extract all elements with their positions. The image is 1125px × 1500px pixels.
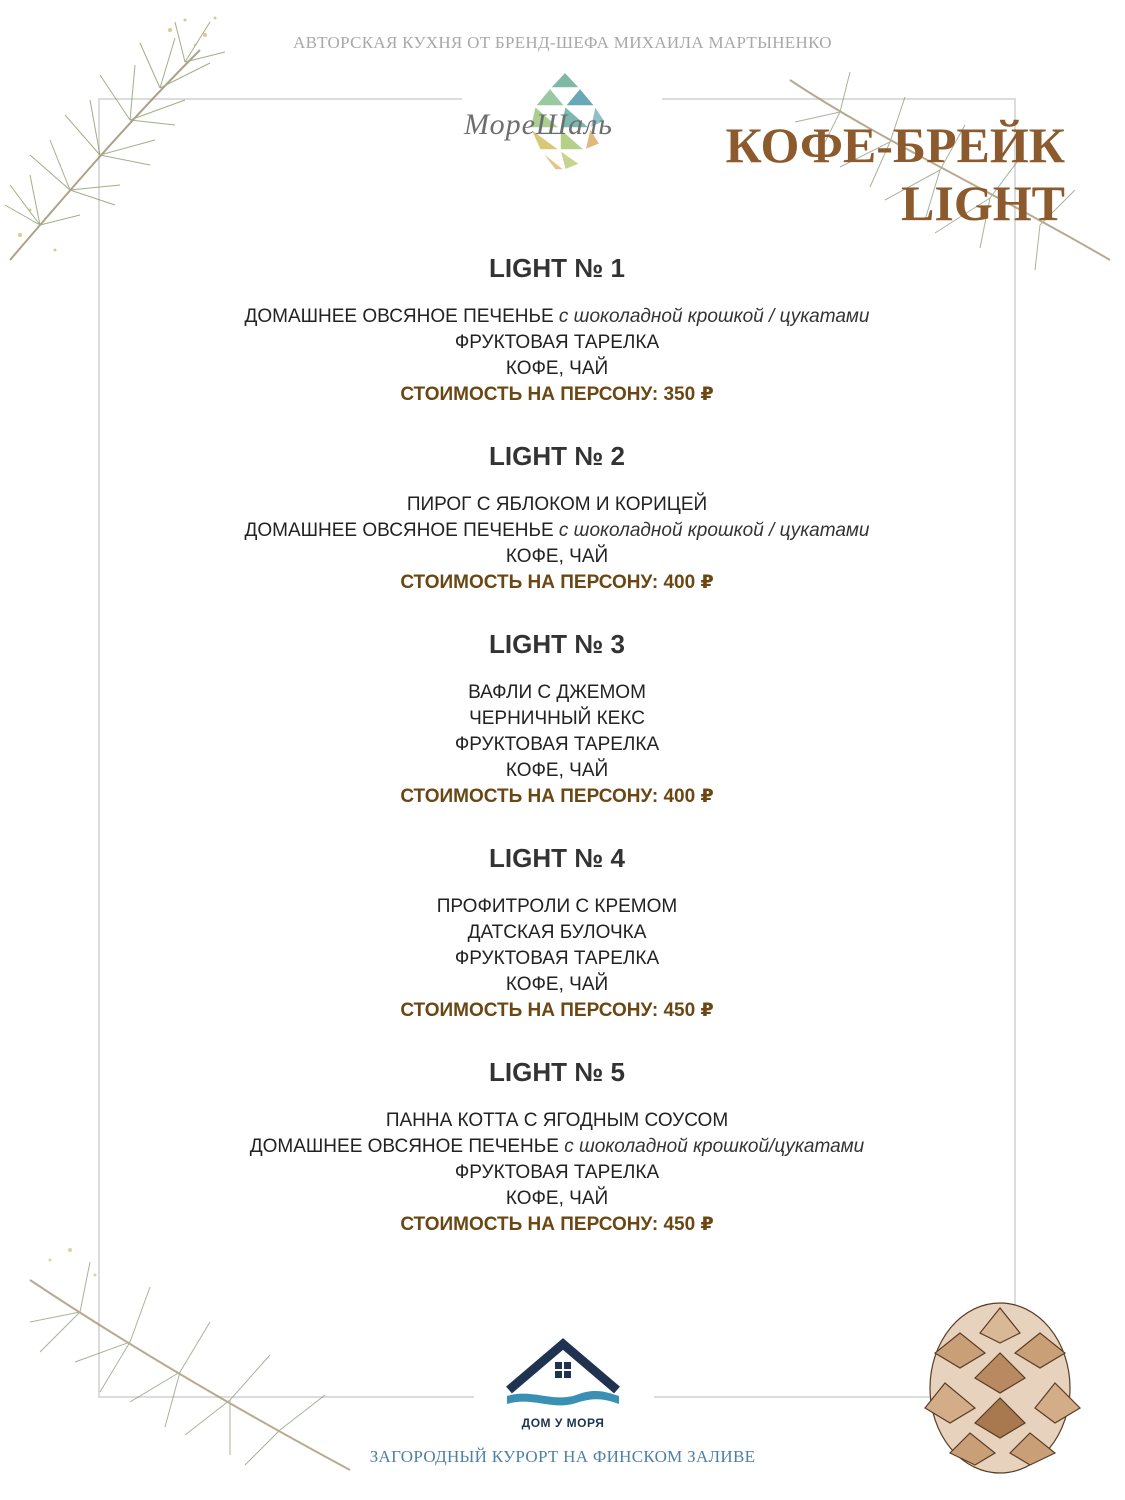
menu-section-light-2: [108, 436, 1006, 596]
section-title: LIGHT № 3: [489, 629, 625, 659]
menu-section-light-3: [108, 624, 1006, 810]
menu-item: ФРУКТОВАЯ ТАРЕЛКА: [454, 332, 660, 353]
price-per-person: СТОИМОСТЬ НА ПЕРСОНУ: 400 ₽: [400, 786, 714, 807]
brand-chef-tagline: АВТОРСКАЯ КУХНЯ ОТ БРЕНД-ШЕФА МИХАИЛА МАРТЫНЕНКО: [293, 33, 832, 52]
item-name: ДОМАШНЕЕ ОВСЯНОЕ ПЕЧЕНЬЕ: [249, 1136, 559, 1157]
section-title: LIGHT № 5: [489, 1057, 625, 1087]
price-per-person: СТОИМОСТЬ НА ПЕРСОНУ: 450 ₽: [400, 1214, 714, 1235]
menu-item: ПИРОГ С ЯБЛОКОМ И КОРИЦЕЙ: [406, 494, 708, 515]
footer-logo-text: ДОМ У МОРЯ: [521, 1416, 605, 1430]
price-per-person: СТОИМОСТЬ НА ПЕРСОНУ: 450 ₽: [400, 1000, 714, 1021]
title-line-1: КОФЕ-БРЕЙК: [725, 117, 1065, 173]
menu-item: [108, 304, 1006, 330]
item-name: ДОМАШНЕЕ ОВСЯНОЕ ПЕЧЕНЬЕ: [244, 520, 554, 541]
title-line-2: LIGHT: [901, 175, 1065, 231]
section-title: LIGHT № 4: [489, 843, 625, 873]
menu-item: ФРУКТОВАЯ ТАРЕЛКА: [454, 1162, 660, 1183]
price-per-person: СТОИМОСТЬ НА ПЕРСОНУ: 400 ₽: [400, 572, 714, 593]
item-note: с шоколадной крошкой/цукатами: [564, 1136, 865, 1157]
price-per-person: СТОИМОСТЬ НА ПЕРСОНУ: 350 ₽: [400, 384, 714, 405]
item-note: с шоколадной крошкой / цукатами: [558, 306, 870, 327]
menu-item: КОФЕ, ЧАЙ: [505, 1188, 609, 1209]
section-title: LIGHT № 1: [489, 253, 625, 283]
menu-list: [108, 248, 1006, 1266]
section-title: LIGHT № 2: [489, 441, 625, 471]
menu-item: ЧЕРНИЧНЫЙ КЕКС: [469, 708, 645, 729]
resort-tagline: ЗАГОРОДНЫЙ КУРОРТ НА ФИНСКОМ ЗАЛИВЕ: [369, 1447, 756, 1466]
menu-item: ДАТСКАЯ БУЛОЧКА: [467, 922, 647, 943]
menu-item: [108, 1134, 1006, 1160]
menu-item: КОФЕ, ЧАЙ: [505, 358, 609, 379]
menu-item: КОФЕ, ЧАЙ: [505, 546, 609, 567]
menu-item: КОФЕ, ЧАЙ: [505, 760, 609, 781]
moreshal-logo: [460, 66, 670, 180]
dom-u-morya-logo: [503, 1338, 623, 1436]
menu-item: ПАННА КОТТА С ЯГОДНЫМ СОУСОМ: [385, 1110, 729, 1131]
page-title: [725, 116, 1065, 232]
menu-item: [108, 518, 1006, 544]
menu-section-light-5: [108, 1052, 1006, 1238]
menu-section-light-1: [108, 248, 1006, 408]
item-name: ДОМАШНЕЕ ОВСЯНОЕ ПЕЧЕНЬЕ: [244, 306, 554, 327]
menu-item: ФРУКТОВАЯ ТАРЕЛКА: [454, 948, 660, 969]
item-note: с шоколадной крошкой / цукатами: [558, 520, 870, 541]
menu-item: КОФЕ, ЧАЙ: [505, 974, 609, 995]
house-wave-icon: [503, 1338, 623, 1416]
logo-text: МореШаль: [464, 108, 613, 141]
menu-item: ФРУКТОВАЯ ТАРЕЛКА: [454, 734, 660, 755]
menu-item: ПРОФИТРОЛИ С КРЕМОМ: [436, 896, 678, 917]
menu-item: ВАФЛИ С ДЖЕМОМ: [468, 682, 646, 703]
menu-section-light-4: [108, 838, 1006, 1024]
